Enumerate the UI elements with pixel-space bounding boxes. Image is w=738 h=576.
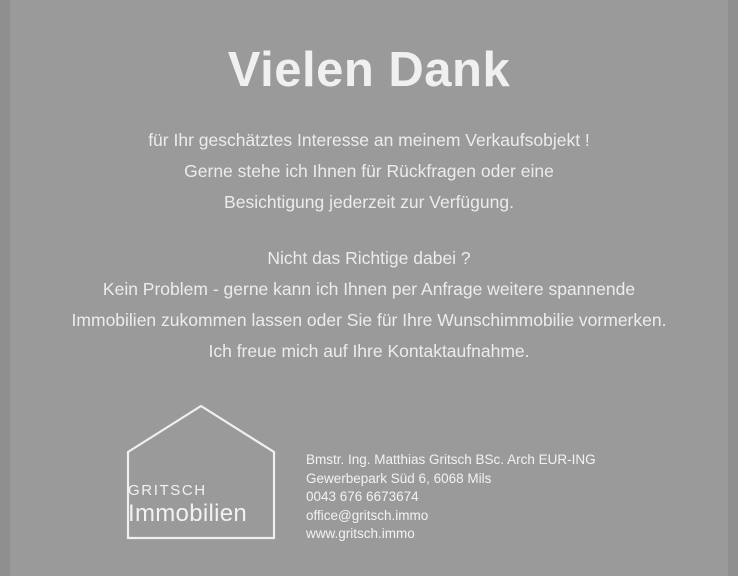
paragraph-line: für Ihr geschätztes Interesse an meinem Verkaufsobjekt !	[148, 130, 590, 150]
logo-name-line: GRITSCH	[128, 482, 207, 499]
paragraph-line: Nicht das Richtige dabei ?	[267, 248, 471, 268]
paragraph-line: Gerne stehe ich Ihnen für Rückfragen oder eine	[184, 161, 554, 181]
page-title: Vielen Dank	[227, 43, 511, 97]
paragraph-line: Ich freue mich auf Ihre Kontaktaufnahme.	[208, 341, 530, 361]
contact-line-email[interactable]: office@gritsch.immo	[306, 507, 429, 523]
company-logo	[120, 400, 285, 540]
contact-line-website[interactable]: www.gritsch.immo	[306, 526, 415, 541]
logo-subtitle-line: Immobilien	[128, 500, 248, 527]
contact-line-address: Gewerbepark Süd 6, 6068 Mils	[306, 470, 492, 486]
thank-you-paragraph	[0, 125, 738, 218]
paragraph-line: Immobilien zukommen lassen oder Sie für Ihre Wunschimmobilie vormerken.	[71, 310, 667, 330]
offer-paragraph	[0, 243, 738, 367]
contact-line-phone: 0043 676 6673674	[306, 489, 419, 504]
contact-block	[306, 451, 596, 544]
paragraph-line: Besichtigung jederzeit zur Verfügung.	[224, 192, 514, 212]
contact-line-name: Bmstr. Ing. Matthias Gritsch BSc. Arch EUR-ING	[306, 452, 596, 467]
paragraph-line: Kein Problem - gerne kann ich Ihnen per Anfrage weitere spannende	[102, 279, 636, 299]
